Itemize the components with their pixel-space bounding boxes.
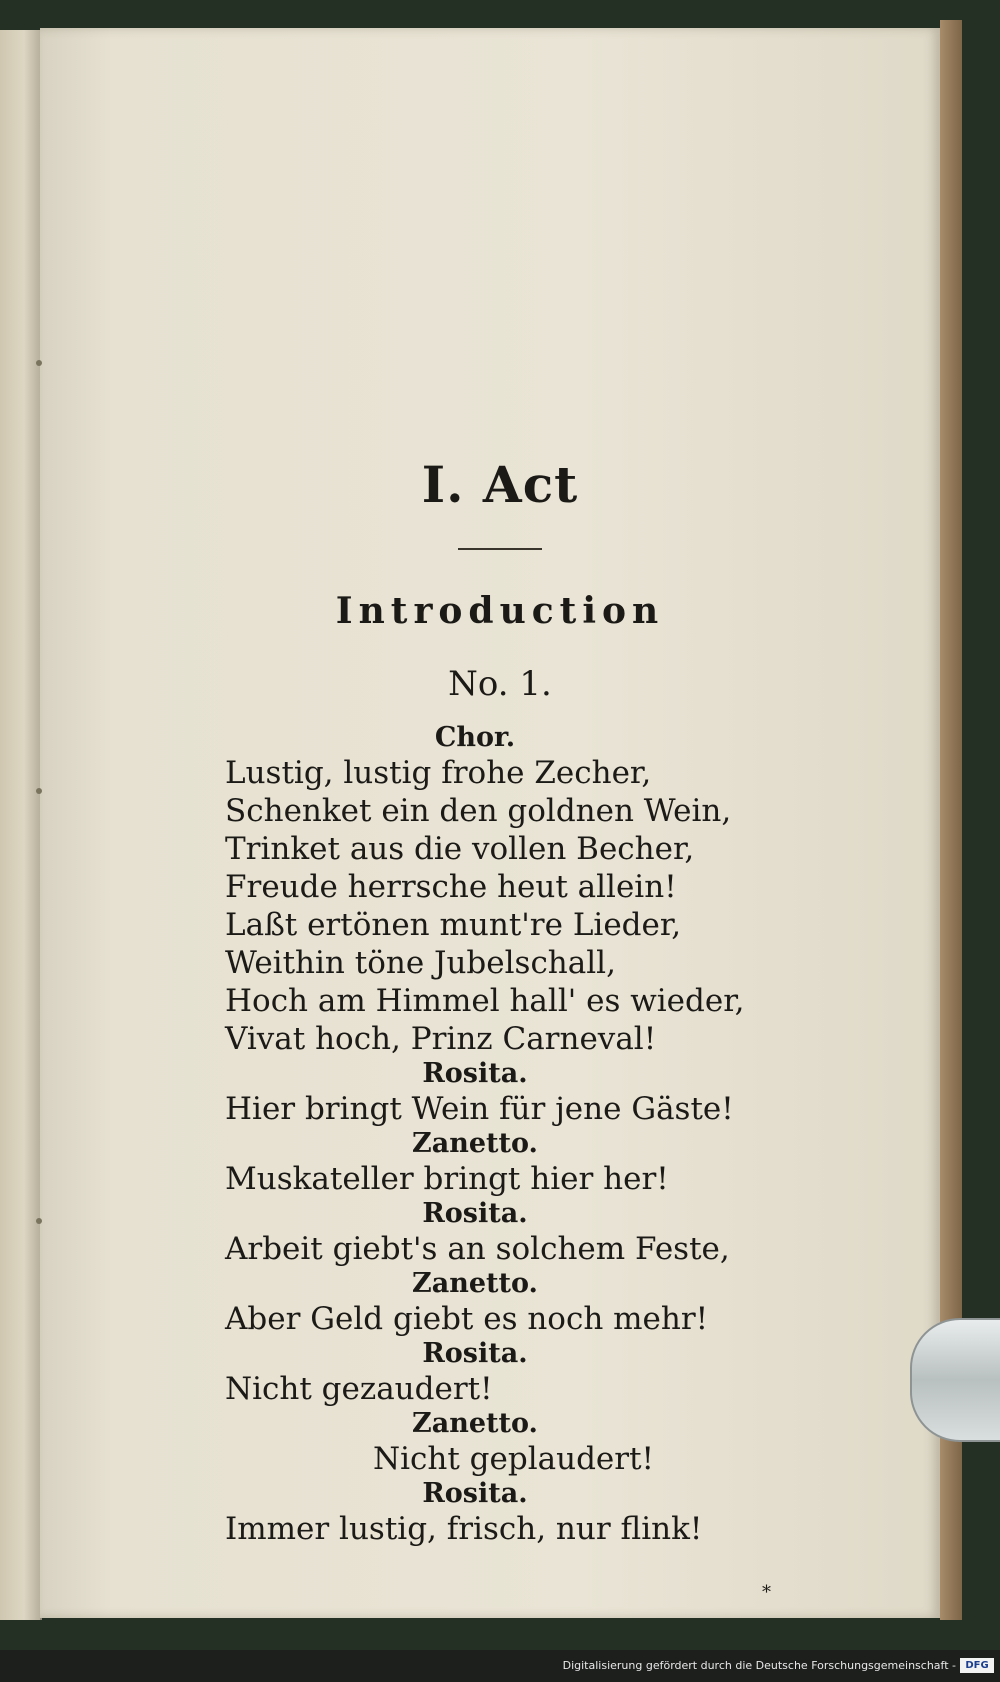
- verse-line: Schenket ein den goldnen Wein,: [225, 793, 732, 829]
- verse-line: Trinket aus die vollen Becher,: [225, 831, 695, 867]
- signature-mark: *: [762, 1582, 771, 1603]
- verse-line: Immer lustig, frisch, nur flink!: [225, 1511, 703, 1547]
- verse-line: Aber Geld giebt es noch mehr!: [225, 1301, 709, 1337]
- verse-line: Laßt ertönen munt're Lieder,: [225, 907, 682, 943]
- verse-line: Hoch am Himmel hall' es wieder,: [225, 983, 745, 1019]
- speaker-name: Zanetto.: [412, 1268, 538, 1299]
- speaker-name: Rosita.: [422, 1198, 528, 1229]
- section-title: Introduction: [335, 590, 665, 632]
- footer-bar: [0, 1650, 1000, 1682]
- act-title: I. Act: [421, 455, 579, 514]
- speaker-name: Zanetto.: [412, 1408, 538, 1439]
- verse-line: Weithin töne Jubelschall,: [225, 945, 616, 981]
- speaker-name: Chor.: [434, 722, 516, 753]
- verse-line: Lustig, lustig frohe Zecher,: [225, 755, 652, 791]
- verse-line: Freude herrsche heut allein!: [225, 869, 677, 905]
- verse-line: Nicht gezaudert!: [225, 1371, 493, 1407]
- verse-line: Vivat hoch, Prinz Carneval!: [225, 1021, 657, 1057]
- verse-line: Muskateller bringt hier her!: [225, 1161, 669, 1197]
- number-heading: No. 1.: [448, 664, 552, 704]
- speaker-name: Zanetto.: [412, 1128, 538, 1159]
- speaker-name: Rosita.: [422, 1058, 528, 1089]
- speaker-name: Rosita.: [422, 1478, 528, 1509]
- verse-line: Arbeit giebt's an solchem Feste,: [225, 1231, 730, 1267]
- title-rule: [458, 548, 542, 550]
- libretto-text: [225, 722, 905, 1548]
- dfg-logo: DFG: [960, 1658, 994, 1673]
- speaker-name: Rosita.: [422, 1338, 528, 1369]
- verse-line: Nicht geplaudert!: [373, 1441, 654, 1477]
- footer-credit: Digitalisierung gefördert durch die Deutsche Forschungsgemeinschaft -: [562, 1659, 956, 1672]
- verse-line: Hier bringt Wein für jene Gäste!: [225, 1091, 734, 1127]
